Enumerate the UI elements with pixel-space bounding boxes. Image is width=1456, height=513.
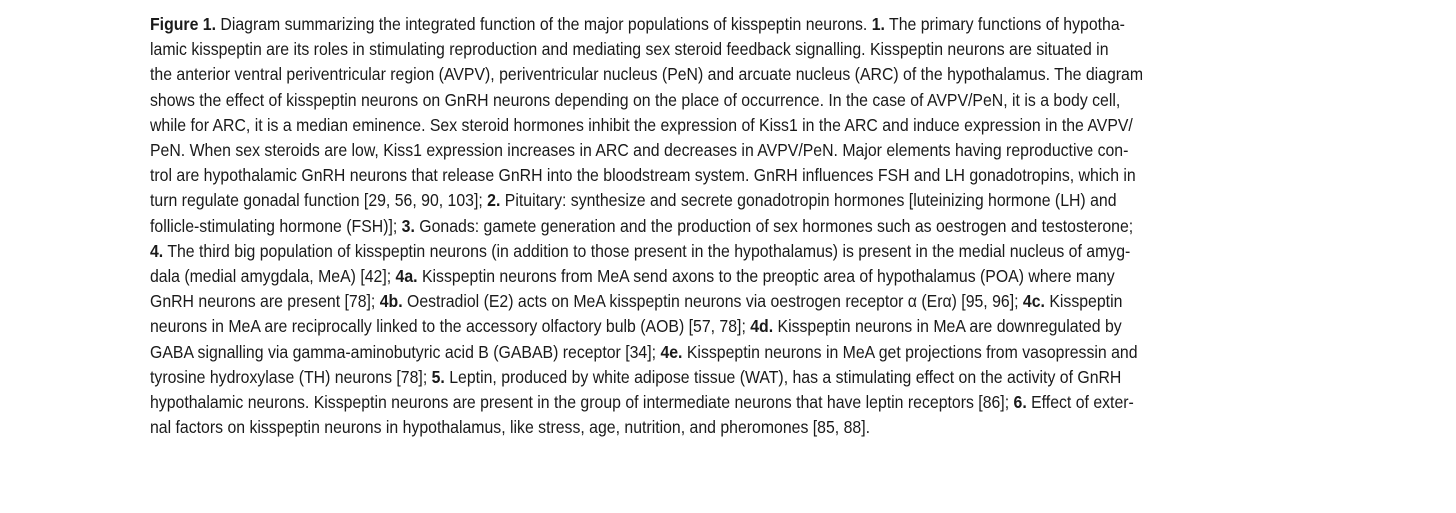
item-number: 5.	[431, 366, 445, 387]
caption-line	[150, 37, 1275, 62]
item-number: 4c.	[1022, 291, 1045, 312]
item-number: 4b.	[379, 291, 403, 312]
item-number: 3.	[401, 215, 415, 236]
caption-text: lamic kisspeptin are its roles in stimulating reproduction and mediating sex steroid feedback signalling. Kisspeptin neurons are situated in	[150, 39, 1109, 60]
figure-caption	[150, 12, 1275, 440]
caption-line	[150, 163, 1275, 188]
caption-line	[150, 188, 1275, 213]
item-number: 4d.	[750, 316, 774, 337]
caption-text: dala (medial amygdala, MeA) [42];	[150, 266, 396, 287]
caption-text: the anterior ventral periventricular region (AVPV), periventricular nucleus (PeN) and arcuate nucleus (ARC) of the hypothalamus. The diagram	[150, 64, 1144, 85]
item-number: 6.	[1013, 392, 1027, 413]
caption-text: Oestradiol (E2) acts on MeA kisspeptin neurons via oestrogen receptor α (Erα) [95, 96];	[402, 291, 1023, 312]
caption-text: while for ARC, it is a median eminence. Sex steroid hormones inhibit the expression of Kiss1 in the ARC and induce expression in the AVPV/	[150, 114, 1133, 135]
caption-line	[150, 314, 1275, 339]
item-number: 1.	[871, 14, 885, 34]
caption-text: nal factors on kisspeptin neurons in hypothalamus, like stress, age, nutrition, and pheromones [85, 88].	[150, 417, 871, 438]
caption-text: Kisspeptin	[1044, 291, 1123, 312]
caption-line	[150, 340, 1275, 365]
caption-text: Pituitary: synthesize and secrete gonadotropin hormones [luteinizing hormone (LH) and	[500, 190, 1117, 211]
caption-text: The primary functions of hypotha-	[884, 14, 1125, 34]
caption-text: GnRH neurons are present [78];	[150, 291, 380, 312]
item-number: 2.	[487, 190, 501, 211]
item-number: 4.	[150, 240, 164, 261]
caption-text: Gonads: gamete generation and the production of sex hormones such as oestrogen and testosterone;	[414, 215, 1134, 236]
caption-text: turn regulate gonadal function [29, 56, 90, 103];	[150, 190, 488, 211]
caption-line	[150, 239, 1275, 264]
caption-line	[150, 390, 1275, 415]
caption-text: PeN. When sex steroids are low, Kiss1 expression increases in ARC and decreases in AVPV/PeN. Major elements having reproductive con-	[150, 140, 1129, 161]
caption-text: The third big population of kisspeptin neurons (in addition to those present in the hypothalamus) is present in the medial nucleus of amyg-	[163, 240, 1131, 261]
caption-line	[150, 88, 1275, 113]
figure-label: Figure 1.	[150, 14, 216, 34]
item-number: 4e.	[660, 341, 683, 362]
caption-line	[150, 415, 1275, 440]
caption-text: trol are hypothalamic GnRH neurons that release GnRH into the bloodstream system. GnRH influences FSH and LH gonadotropins, which in	[150, 165, 1136, 186]
caption-text: Leptin, produced by white adipose tissue (WAT), has a stimulating effect on the activity of GnRH	[444, 366, 1122, 387]
caption-line	[150, 113, 1275, 138]
caption-line	[150, 264, 1275, 289]
caption-text: Effect of exter-	[1026, 392, 1134, 413]
item-number: 4a.	[395, 266, 418, 287]
caption-text: Diagram summarizing the integrated function of the major populations of kisspeptin neurons.	[220, 14, 872, 34]
caption-text: Kisspeptin neurons in MeA get projections from vasopressin and	[682, 341, 1138, 362]
caption-line	[150, 62, 1275, 87]
caption-line	[150, 214, 1275, 239]
caption-text: hypothalamic neurons. Kisspeptin neurons are present in the group of intermediate neurons that have leptin receptors [86];	[150, 392, 1014, 413]
caption-text: follicle-stimulating hormone (FSH)];	[150, 215, 402, 236]
caption-text: GABA signalling via gamma-aminobutyric acid B (GABAB) receptor [34];	[150, 341, 661, 362]
caption-line	[150, 365, 1275, 390]
caption-text: Kisspeptin neurons in MeA are downregulated by	[773, 316, 1122, 337]
caption-text: tyrosine hydroxylase (TH) neurons [78];	[150, 366, 432, 387]
caption-line	[150, 289, 1275, 314]
caption-text: Kisspeptin neurons from MeA send axons to the preoptic area of hypothalamus (POA) where many	[417, 266, 1115, 287]
caption-line	[150, 138, 1275, 163]
caption-text: neurons in MeA are reciprocally linked to the accessory olfactory bulb (AOB) [57, 78];	[150, 316, 751, 337]
caption-text: shows the effect of kisspeptin neurons on GnRH neurons depending on the place of occurrence. In the case of AVPV/PeN, it is a body cell,	[150, 89, 1121, 110]
caption-line	[150, 12, 1275, 37]
